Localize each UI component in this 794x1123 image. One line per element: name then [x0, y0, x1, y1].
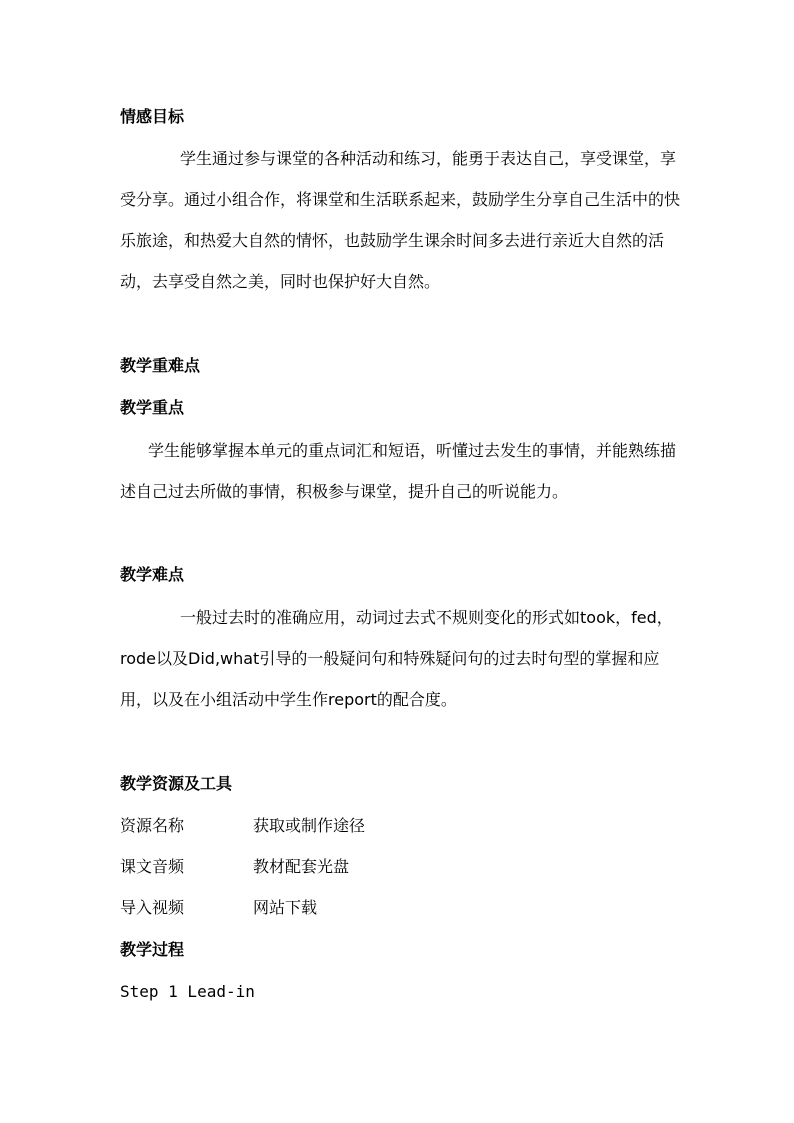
resources-heading: 教学资源及工具 — [120, 774, 233, 793]
process-heading: 教学过程 — [120, 940, 185, 959]
resource-row-header — [120, 816, 366, 836]
key-difficult-heading: 教学重难点 — [120, 356, 201, 375]
resource-row — [120, 898, 318, 918]
key-points-paragraph: 学生能够掌握本单元的重点词汇和短语，听懂过去发生的事情，并能熟练描述自己过去所做的事情，积极参与课堂，提升自己的听说能力。 — [120, 441, 677, 501]
key-points-heading: 教学重点 — [120, 398, 185, 417]
resource-name: 课文音频 — [120, 857, 185, 876]
resource-source: 教材配套光盘 — [253, 857, 350, 876]
resource-source: 网站下载 — [253, 898, 318, 917]
emotion-goal-paragraph: 学生通过参与课堂的各种活动和练习，能勇于表达自己，享受课堂，享受分享。通过小组合作，将课堂和生活联系起来，鼓励学生分享自己生活中的快乐旅途，和热爱大自然的情怀，也鼓励学生课余时间多去进行亲近大自然的活动，去享受自然之美，同时也保护好大自然。 — [120, 149, 681, 291]
emotion-goal-heading: 情感目标 — [120, 107, 185, 126]
difficult-points-heading: 教学难点 — [120, 565, 185, 584]
resource-source-header: 获取或制作途径 — [253, 816, 366, 835]
step-1-label: Step 1 Lead-in — [120, 982, 255, 1001]
difficult-points-paragraph: 一般过去时的准确应用，动词过去式不规则变化的形式如took，fed，rode以及Did,what引导的一般疑问句和特殊疑问句的过去时句型的掌握和应用，以及在小组活动中学生作report的配合度。 — [120, 608, 673, 709]
resource-name-header: 资源名称 — [120, 816, 185, 835]
resource-name: 导入视频 — [120, 898, 185, 917]
resource-row — [120, 857, 350, 877]
